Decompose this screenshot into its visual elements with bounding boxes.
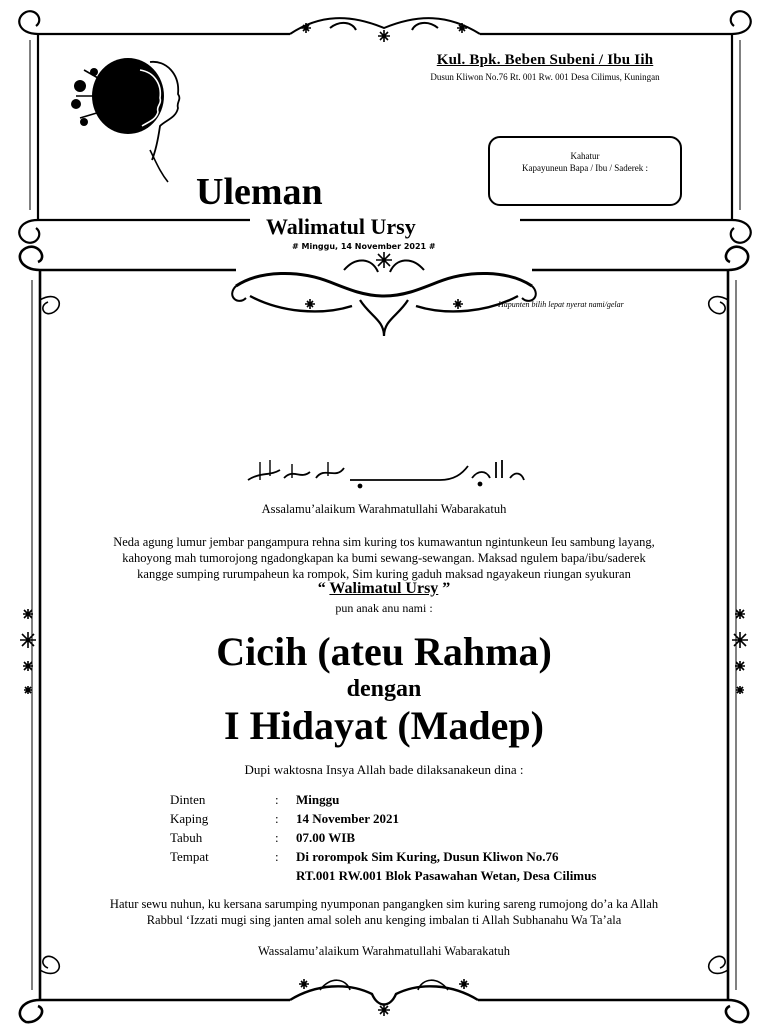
close-quote: ”: [442, 580, 451, 597]
intro-line-2: kahoyong mah tumorojong ngadongkapan ka bumi sewang-sewangan. Maksad ngulem bapa/ibu/saderek: [122, 551, 646, 565]
schedule-label: Kaping: [170, 811, 209, 826]
scroll-ornament: [232, 260, 536, 336]
intro-paragraph: [40, 534, 728, 582]
schedule-value: Di rorompok Sim Kuring, Dusun Kliwon No.76: [296, 849, 559, 864]
recipient-box: [488, 136, 682, 206]
date-line: # Minggu, 14 November 2021 #: [292, 242, 436, 251]
addressee-name: Kul. Bpk. Beben Subeni / Ibu Iih: [436, 52, 654, 68]
closing-paragraph: [40, 896, 728, 928]
schedule-colon: :: [275, 849, 279, 864]
schedule-value: 07.00 WIB: [296, 830, 355, 845]
closing-line-2: Rabbul ‘Izzati mugi sing janten amal soleh anu kenging imbalan ti Allah Subhanahu Wa Ta’ala: [146, 913, 622, 927]
closing-line-1: Hatur sewu nuhun, ku kersana sarumping nyumponan pangangken sim kuring sareng rumojong do’a ka Allah: [109, 897, 659, 911]
kahatur-label: Kahatur: [570, 151, 600, 161]
schedule-label: Tabuh: [170, 830, 203, 845]
bride-name: Cicih (ateu Rahma): [216, 629, 552, 674]
name-apology-note: Hapunten bilih lepat nyerat nami/gelar: [498, 300, 624, 309]
invitation-subtitle: Walimatul Ursy: [266, 214, 416, 239]
connector-word: dengan: [346, 676, 422, 702]
top-flourish: [290, 18, 480, 34]
intro-line-1: Neda agung lumur jembar pangampura rehna sim kuring tos kumawantun ngintunkeun Ieu sambung layang,: [113, 535, 655, 549]
farewell: Wassalamu’alaikum Warahmatullahi Wabarakatuh: [258, 944, 510, 958]
schedule-colon: :: [275, 792, 279, 807]
event-name-line: [0, 580, 768, 598]
open-quote: “: [317, 580, 326, 597]
child-line: pun anak anu nami :: [335, 601, 433, 615]
schedule-value: Minggu: [296, 792, 340, 807]
schedule-colon: :: [275, 830, 279, 845]
event-name: Walimatul Ursy: [329, 580, 439, 597]
intro-line-3: kangge sumping rurumpaheun ka rompok, Sim kuring gaduh maksad ngayakeun riungan syukuran: [137, 567, 631, 581]
schedule-value: RT.001 RW.001 Blok Pasawahan Wetan, Desa Cilimus: [296, 868, 597, 883]
schedule-colon: :: [275, 811, 279, 826]
schedule-value: 14 November 2021: [296, 811, 400, 826]
women-silhouette-icon: [71, 58, 179, 182]
time-intro: Dupi waktosna Insya Allah bade dilaksanakeun dina :: [244, 762, 524, 777]
kahatur-recipient-label: Kapayuneun Bapa / Ibu / Saderek :: [522, 163, 648, 173]
greeting: Assalamu’alaikum Warahmatullahi Wabarakatuh: [261, 502, 507, 516]
groom-name: I Hidayat (Madep): [224, 703, 544, 748]
bottom-flourish: [290, 980, 478, 1004]
bismillah-calligraphy: [240, 450, 530, 490]
schedule-label: Tempat: [170, 849, 209, 864]
addressee-block: [395, 52, 695, 82]
invitation-title: Uleman: [196, 171, 323, 213]
addressee-address: Dusun Kliwon No.76 Rt. 001 Rw. 001 Desa Cilimus, Kuningan: [430, 72, 660, 82]
schedule-label: Dinten: [170, 792, 206, 807]
